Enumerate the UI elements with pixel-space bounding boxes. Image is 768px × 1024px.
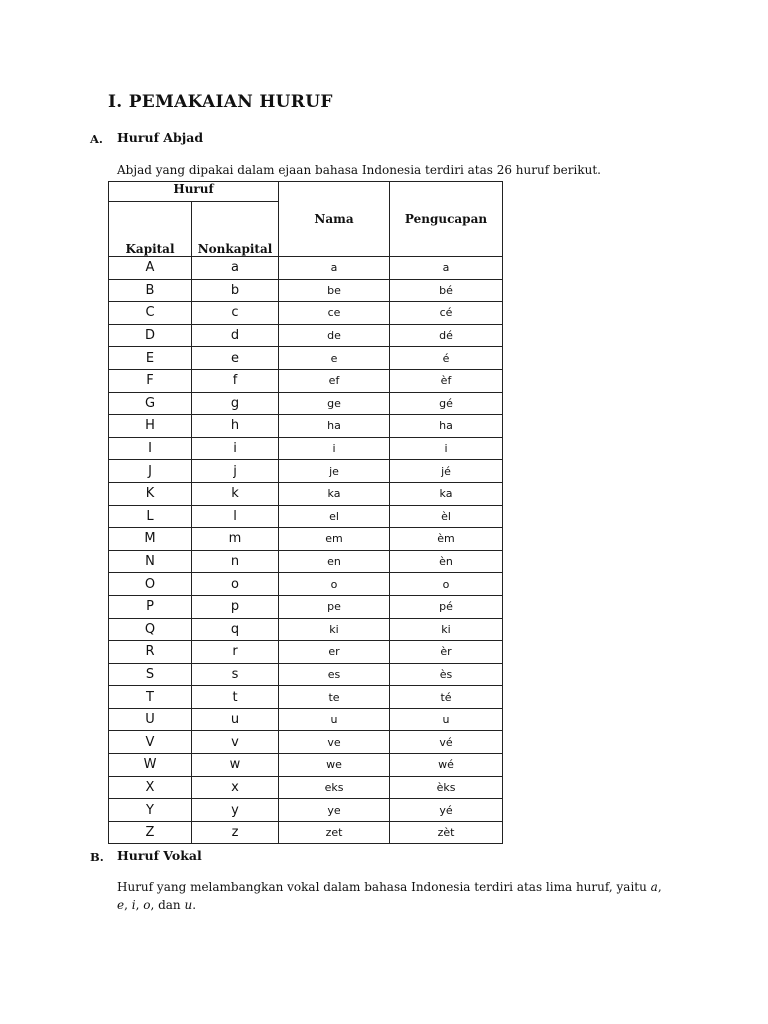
cell-kapital: D <box>109 324 192 347</box>
cell-kapital: B <box>109 279 192 302</box>
table-row <box>109 618 503 641</box>
cell-kapital: U <box>109 708 192 731</box>
table-row <box>109 686 503 709</box>
table-row <box>109 279 503 302</box>
section-b-paragraph <box>117 878 697 914</box>
cell-nonkapital: a <box>192 257 279 280</box>
cell-nonkapital: n <box>192 550 279 573</box>
table-row <box>109 641 503 664</box>
cell-nonkapital: h <box>192 415 279 438</box>
header-pengucapan: Pengucapan <box>390 182 503 257</box>
cell-pengucapan: ha <box>390 415 503 438</box>
cell-nonkapital: i <box>192 437 279 460</box>
cell-nama: u <box>279 708 390 731</box>
cell-nama: ef <box>279 369 390 392</box>
cell-kapital: H <box>109 415 192 438</box>
cell-nama: be <box>279 279 390 302</box>
table-row <box>109 550 503 573</box>
cell-nonkapital: g <box>192 392 279 415</box>
table-row <box>109 528 503 551</box>
vowel-i: i <box>131 898 136 912</box>
cell-pengucapan: èf <box>390 369 503 392</box>
cell-kapital: V <box>109 731 192 754</box>
alphabet-table-body <box>109 257 503 844</box>
cell-nama: i <box>279 437 390 460</box>
cell-nonkapital: l <box>192 505 279 528</box>
cell-nama: ki <box>279 618 390 641</box>
cell-nama: ka <box>279 482 390 505</box>
vowel-a: a <box>650 880 658 894</box>
cell-nama: er <box>279 641 390 664</box>
table-row <box>109 505 503 528</box>
table-row <box>109 415 503 438</box>
cell-pengucapan: èm <box>390 528 503 551</box>
cell-kapital: M <box>109 528 192 551</box>
table-row <box>109 663 503 686</box>
table-row <box>109 821 503 844</box>
page-title: I. PEMAKAIAN HURUF <box>108 92 333 112</box>
vowel-text: Huruf yang melambangkan vokal dalam bahasa Indonesia terdiri atas lima huruf, yaitu <box>117 880 651 894</box>
cell-nonkapital: t <box>192 686 279 709</box>
cell-kapital: Z <box>109 821 192 844</box>
cell-nama: ha <box>279 415 390 438</box>
cell-pengucapan: ka <box>390 482 503 505</box>
table-row <box>109 799 503 822</box>
cell-nonkapital: k <box>192 482 279 505</box>
cell-pengucapan: bé <box>390 279 503 302</box>
table-row <box>109 324 503 347</box>
cell-nama: pe <box>279 595 390 618</box>
cell-nonkapital: o <box>192 573 279 596</box>
cell-nonkapital: u <box>192 708 279 731</box>
cell-nama: we <box>279 754 390 777</box>
table-row <box>109 460 503 483</box>
cell-pengucapan: jé <box>390 460 503 483</box>
cell-kapital: R <box>109 641 192 664</box>
table-row <box>109 482 503 505</box>
cell-nama: o <box>279 573 390 596</box>
cell-pengucapan: gé <box>390 392 503 415</box>
section-a-letter: A. <box>90 132 103 146</box>
cell-nama: e <box>279 347 390 370</box>
cell-pengucapan: a <box>390 257 503 280</box>
cell-nonkapital: c <box>192 302 279 325</box>
cell-pengucapan: èl <box>390 505 503 528</box>
cell-nonkapital: z <box>192 821 279 844</box>
vowel-sep: , <box>657 880 662 894</box>
cell-nama: de <box>279 324 390 347</box>
cell-pengucapan: èr <box>390 641 503 664</box>
table-row <box>109 369 503 392</box>
header-nonkapital: Nonkapital <box>192 202 279 257</box>
cell-kapital: X <box>109 776 192 799</box>
table-row <box>109 392 503 415</box>
vowel-end: . <box>192 898 197 912</box>
cell-kapital: W <box>109 754 192 777</box>
cell-pengucapan: cé <box>390 302 503 325</box>
header-kapital: Kapital <box>109 202 192 257</box>
cell-nonkapital: p <box>192 595 279 618</box>
cell-nonkapital: j <box>192 460 279 483</box>
cell-kapital: O <box>109 573 192 596</box>
table-row <box>109 347 503 370</box>
cell-nonkapital: b <box>192 279 279 302</box>
cell-pengucapan: i <box>390 437 503 460</box>
cell-kapital: Y <box>109 799 192 822</box>
cell-kapital: G <box>109 392 192 415</box>
cell-kapital: P <box>109 595 192 618</box>
cell-nonkapital: x <box>192 776 279 799</box>
cell-pengucapan: èn <box>390 550 503 573</box>
cell-nonkapital: w <box>192 754 279 777</box>
table-row <box>109 302 503 325</box>
cell-nama: ve <box>279 731 390 754</box>
cell-kapital: A <box>109 257 192 280</box>
vowel-sep: , <box>135 898 144 912</box>
cell-nonkapital: r <box>192 641 279 664</box>
cell-nonkapital: y <box>192 799 279 822</box>
table-row <box>109 437 503 460</box>
cell-nama: ge <box>279 392 390 415</box>
cell-pengucapan: u <box>390 708 503 731</box>
cell-nama: zet <box>279 821 390 844</box>
cell-nama: el <box>279 505 390 528</box>
cell-kapital: E <box>109 347 192 370</box>
section-b-heading: Huruf Vokal <box>117 848 202 863</box>
cell-nama: ye <box>279 799 390 822</box>
table-row <box>109 754 503 777</box>
vowel-e: e <box>117 898 125 912</box>
cell-kapital: I <box>109 437 192 460</box>
table-row <box>109 731 503 754</box>
cell-pengucapan: dé <box>390 324 503 347</box>
vowel-sep: , <box>124 898 132 912</box>
cell-nama: en <box>279 550 390 573</box>
cell-nama: ce <box>279 302 390 325</box>
cell-pengucapan: ki <box>390 618 503 641</box>
cell-nama: te <box>279 686 390 709</box>
cell-kapital: F <box>109 369 192 392</box>
cell-pengucapan: pé <box>390 595 503 618</box>
cell-kapital: L <box>109 505 192 528</box>
cell-nama: je <box>279 460 390 483</box>
cell-pengucapan: é <box>390 347 503 370</box>
cell-nama: eks <box>279 776 390 799</box>
vowel-u: u <box>184 898 193 912</box>
header-huruf: Huruf <box>109 182 279 202</box>
table-row <box>109 573 503 596</box>
cell-pengucapan: èks <box>390 776 503 799</box>
cell-kapital: J <box>109 460 192 483</box>
cell-nama: es <box>279 663 390 686</box>
table-row <box>109 257 503 280</box>
cell-nonkapital: d <box>192 324 279 347</box>
cell-pengucapan: vé <box>390 731 503 754</box>
cell-nama: a <box>279 257 390 280</box>
cell-kapital: S <box>109 663 192 686</box>
header-nama: Nama <box>279 182 390 257</box>
cell-nonkapital: m <box>192 528 279 551</box>
cell-kapital: N <box>109 550 192 573</box>
table-row <box>109 595 503 618</box>
cell-nonkapital: q <box>192 618 279 641</box>
table-row <box>109 708 503 731</box>
cell-pengucapan: té <box>390 686 503 709</box>
section-a-heading: Huruf Abjad <box>117 130 204 145</box>
cell-nonkapital: e <box>192 347 279 370</box>
section-b-letter: B. <box>90 850 104 864</box>
cell-kapital: T <box>109 686 192 709</box>
cell-kapital: K <box>109 482 192 505</box>
cell-pengucapan: o <box>390 573 503 596</box>
cell-pengucapan: wé <box>390 754 503 777</box>
cell-nonkapital: f <box>192 369 279 392</box>
cell-nama: em <box>279 528 390 551</box>
alphabet-table <box>108 181 503 844</box>
vowel-o: o <box>143 898 151 912</box>
section-a-intro: Abjad yang dipakai dalam ejaan bahasa Indonesia terdiri atas 26 huruf berikut. <box>117 163 601 177</box>
table-row <box>109 776 503 799</box>
cell-pengucapan: zèt <box>390 821 503 844</box>
cell-nonkapital: s <box>192 663 279 686</box>
cell-pengucapan: yé <box>390 799 503 822</box>
cell-pengucapan: ès <box>390 663 503 686</box>
cell-nonkapital: v <box>192 731 279 754</box>
cell-kapital: C <box>109 302 192 325</box>
cell-kapital: Q <box>109 618 192 641</box>
vowel-sep: , dan <box>150 898 185 912</box>
